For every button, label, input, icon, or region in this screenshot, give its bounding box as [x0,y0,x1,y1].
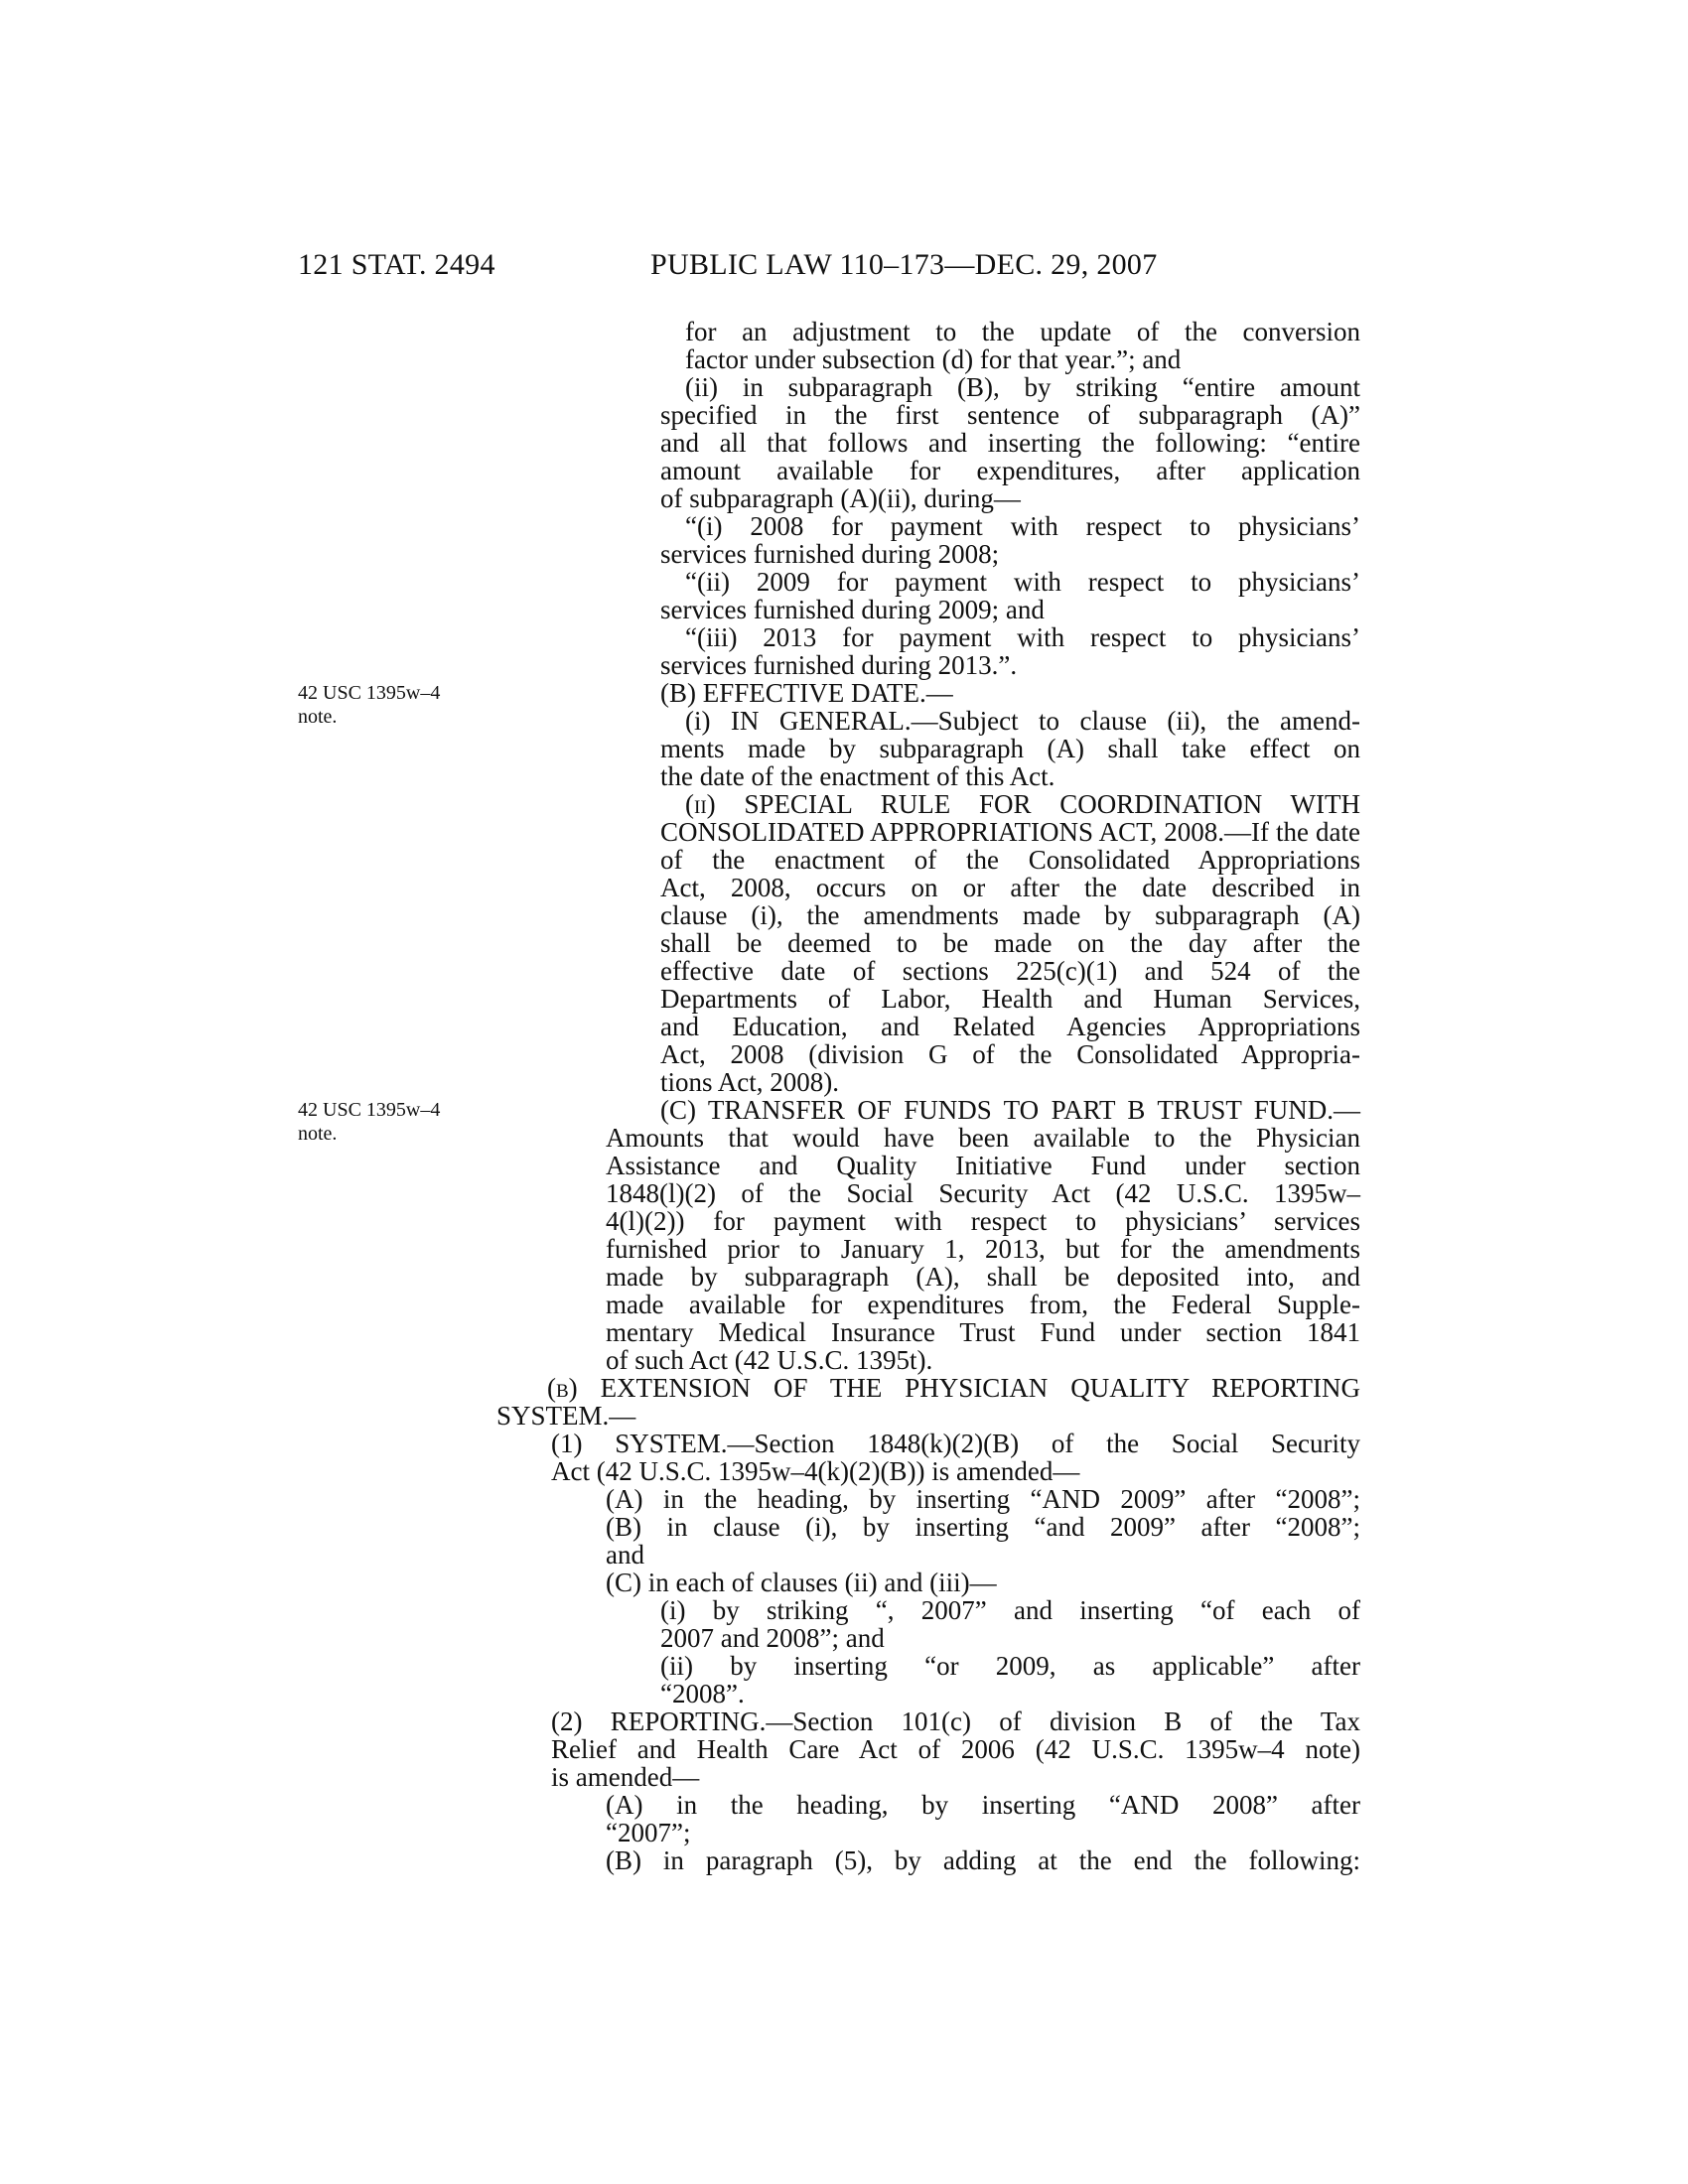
body-line: ments made by subparagraph (A) shall take effect on [660,734,1360,763]
body-line: amount available for expenditures, after application [660,456,1360,485]
body-line: 2007 and 2008”; and [660,1623,885,1653]
page-stat-citation: 121 STAT. 2494 [298,248,495,281]
body-line: Relief and Health Care Act of 2006 (42 U.S.C. 1395w–4 note) [551,1734,1360,1764]
body-line: “2007”; [606,1818,691,1847]
body-line: 1848(l)(2) of the Social Security Act (42 U.S.C. 1395w– [606,1178,1360,1208]
body-line: 4(l)(2)) for payment with respect to physicians’ services [606,1206,1360,1236]
body-line: Act, 2008, occurs on or after the date described in [660,873,1360,902]
body-line: Departments of Labor, Health and Human Services, [660,984,1360,1014]
margin-note [298,1098,477,1146]
body-line: effective date of sections 225(c)(1) and 524 of the [660,956,1360,986]
statute-body [496,318,1360,1874]
body-line: is amended— [551,1762,700,1792]
body-line: of the enactment of the Consolidated Appropriations [660,845,1360,875]
body-line: the date of the enactment of this Act. [660,761,1055,791]
section-heading: (C) TRANSFER OF FUNDS TO PART B TRUST FUND.— [660,1095,1360,1125]
section-heading: (b) EXTENSION OF THE PHYSICIAN QUALITY REPORTING [547,1373,1360,1403]
margin-note-label: note. [298,706,338,728]
body-line: “2008”. [660,1679,745,1708]
body-line: specified in the first sentence of subparagraph (A)” [660,400,1360,430]
body-line: (A) in the heading, by inserting “AND 2008” after [606,1790,1360,1820]
section-heading: SYSTEM.— [496,1401,636,1431]
body-line: (ii) in subparagraph (B), by striking “entire amount [685,372,1360,402]
section-heading: (B) EFFECTIVE DATE.— [660,678,953,708]
body-line: Amounts that would have been available to the Physician [606,1123,1360,1153]
body-line: services furnished during 2008; [660,539,1000,569]
body-line: “(i) 2008 for payment with respect to physicians’ [685,511,1360,541]
body-line: (A) in the heading, by inserting “AND 2009” after “2008”; [606,1484,1360,1514]
body-line: of such Act (42 U.S.C. 1395t). [606,1345,933,1375]
body-line: factor under subsection (d) for that year.”; and [685,344,1182,374]
body-line: Act, 2008 (division G of the Consolidated Appropria- [660,1039,1360,1069]
body-line: tions Act, 2008). [660,1067,839,1097]
body-line: services furnished during 2013.”. [660,650,1018,680]
body-line: and Education, and Related Agencies Appropriations [660,1012,1360,1041]
body-line: made by subparagraph (A), shall be deposited into, and [606,1262,1360,1292]
body-line: Act (42 U.S.C. 1395w–4(k)(2)(B)) is amended— [551,1456,1080,1486]
body-line: (1) SYSTEM.—Section 1848(k)(2)(B) of the Social Security [551,1429,1360,1458]
body-line: and [606,1540,644,1570]
margin-note [298,681,477,729]
running-head-law-title: PUBLIC LAW 110–173—DEC. 29, 2007 [650,248,1158,281]
body-line: and all that follows and inserting the following: “entire [660,428,1360,458]
body-line: “(ii) 2009 for payment with respect to physicians’ [685,567,1360,597]
body-line: (B) in paragraph (5), by adding at the end the following: [606,1845,1360,1875]
body-line: (i) by striking “, 2007” and inserting “of each of [660,1595,1360,1625]
body-line: (i) IN GENERAL.—Subject to clause (ii), the amend- [685,706,1360,736]
body-line: Assistance and Quality Initiative Fund under section [606,1151,1360,1180]
section-heading: (ii) SPECIAL RULE FOR COORDINATION WITH [685,789,1360,819]
margin-note-citation: 42 USC 1395w–4 [298,682,441,704]
body-line: furnished prior to January 1, 2013, but for the amendments [606,1234,1360,1264]
margin-note-citation: 42 USC 1395w–4 [298,1099,441,1121]
body-line: shall be deemed to be made on the day after the [660,928,1360,958]
body-line: made available for expenditures from, the Federal Supple- [606,1290,1360,1319]
body-line: (2) REPORTING.—Section 101(c) of division B of the Tax [551,1706,1360,1736]
body-line: clause (i), the amendments made by subparagraph (A) [660,900,1360,930]
body-line: for an adjustment to the update of the conversion [685,317,1360,346]
margin-note-label: note. [298,1123,338,1145]
body-line: services furnished during 2009; and [660,595,1045,624]
body-line: CONSOLIDATED APPROPRIATIONS ACT, 2008.—If the date [660,817,1360,847]
body-line: “(iii) 2013 for payment with respect to physicians’ [685,622,1360,652]
body-line: (C) in each of clauses (ii) and (iii)— [606,1568,997,1597]
body-line: of subparagraph (A)(ii), during— [660,483,1021,513]
body-line: (B) in clause (i), by inserting “and 2009” after “2008”; [606,1512,1360,1542]
body-line: mentary Medical Insurance Trust Fund under section 1841 [606,1317,1360,1347]
body-line: (ii) by inserting “or 2009, as applicable” after [660,1651,1360,1681]
